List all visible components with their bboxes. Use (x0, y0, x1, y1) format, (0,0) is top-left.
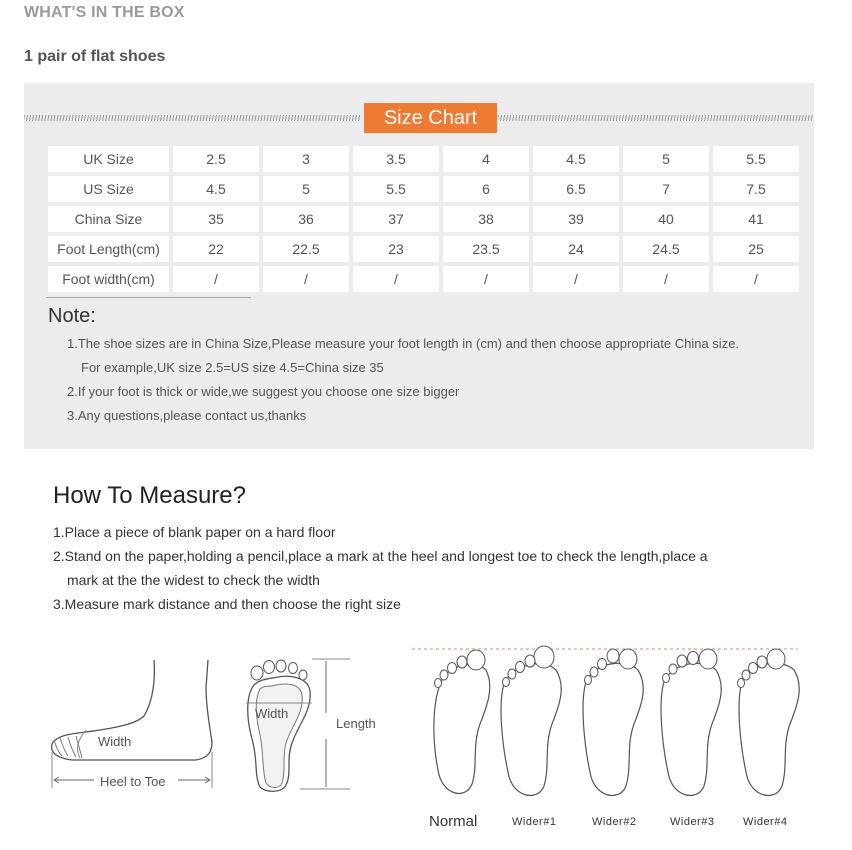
foot-wider-1 (501, 646, 561, 795)
side-foot-illustration (46, 658, 220, 793)
foot-type-label-wider-3: Wider#3 (670, 816, 715, 828)
note-line: For example,UK size 2.5=US size 4.5=China size 35 (81, 360, 384, 375)
size-row-label: Foot width(cm) (48, 266, 169, 292)
foot-wider-3 (661, 649, 721, 795)
size-row-label: Foot Length(cm) (48, 236, 169, 262)
size-table-row (48, 236, 799, 262)
size-cell: 25 (713, 236, 799, 262)
toe-4 (289, 663, 298, 674)
box-heading: WHAT'S IN THE BOX (24, 4, 185, 21)
box-content: 1 pair of flat shoes (24, 48, 166, 65)
note-line: 1.The shoe sizes are in China Size,Please measure your foot length in (cm) and then choose appropriate China size. (67, 336, 740, 351)
size-chart-panel (24, 83, 814, 449)
toe-1 (251, 666, 263, 680)
size-cell: 22.5 (263, 236, 349, 262)
size-cell: 5.5 (353, 176, 439, 202)
sole-illustration (240, 655, 350, 795)
size-cell: 4.5 (173, 176, 259, 202)
size-table-row (48, 176, 799, 202)
length-label: Length (336, 716, 376, 731)
foot-type-label-wider-2: Wider#2 (592, 816, 637, 828)
size-cell: 4.5 (533, 146, 619, 172)
size-cell: / (713, 266, 799, 292)
foot-type-label-normal: Normal (429, 813, 478, 830)
size-table-row (48, 206, 799, 232)
heel-to-toe-label: Heel to Toe (100, 774, 166, 789)
size-cell: 7 (623, 176, 709, 202)
size-cell: 2.5 (173, 146, 259, 172)
size-cell: 38 (443, 206, 529, 232)
size-cell: 41 (713, 206, 799, 232)
how-to-step: 2.Stand on the paper,holding a pencil,place a mark at the heel and longest toe to check the length,place a (53, 548, 708, 564)
foot-type-label-wider-1: Wider#1 (512, 816, 557, 828)
foot-outline (52, 660, 212, 760)
size-chart-title: Size Chart (364, 103, 497, 133)
size-row-label: US Size (48, 176, 169, 202)
dashed-rule-left (24, 115, 360, 121)
size-cell: 3.5 (353, 146, 439, 172)
size-cell: 6.5 (533, 176, 619, 202)
toe-3 (276, 660, 286, 672)
foot-width-types (410, 640, 800, 810)
size-cell: 6 (443, 176, 529, 202)
size-cell: 24 (533, 236, 619, 262)
size-cell: 22 (173, 236, 259, 262)
size-table-row (48, 146, 799, 172)
size-cell: 23.5 (443, 236, 529, 262)
how-to-measure-title: How To Measure? (53, 482, 246, 509)
size-cell: 5 (263, 176, 349, 202)
size-cell: / (353, 266, 439, 292)
note-line: 2.If your foot is thick or wide,we suggest you choose one size bigger (67, 384, 460, 399)
foot-wider-2 (583, 649, 643, 795)
size-cell: 4 (443, 146, 529, 172)
how-to-step: 3.Measure mark distance and then choose the right size (53, 596, 401, 612)
toe-2 (264, 661, 275, 674)
size-cell: 7.5 (713, 176, 799, 202)
size-cell: 36 (263, 206, 349, 232)
toe-5 (299, 670, 307, 680)
foot-wider-4 (738, 649, 800, 795)
size-cell: / (173, 266, 259, 292)
note-title: Note: (48, 305, 96, 327)
size-table (44, 142, 803, 296)
note-line: 3.Any questions,please contact us,thanks (67, 408, 307, 423)
foot-normal (434, 650, 490, 793)
size-cell: 37 (353, 206, 439, 232)
how-to-step: mark at the the widest to check the width (67, 572, 320, 588)
size-cell: 23 (353, 236, 439, 262)
size-cell: / (623, 266, 709, 292)
size-cell: 5.5 (713, 146, 799, 172)
size-table-row (48, 266, 799, 292)
size-cell: 5 (623, 146, 709, 172)
size-cell: 40 (623, 206, 709, 232)
size-cell: 35 (173, 206, 259, 232)
size-cell: 39 (533, 206, 619, 232)
size-cell: 3 (263, 146, 349, 172)
dashed-rule-right (498, 115, 814, 121)
size-cell: / (533, 266, 619, 292)
size-row-label: China Size (48, 206, 169, 232)
sole-width-label: Width (255, 706, 289, 721)
size-cell: / (263, 266, 349, 292)
size-row-label: UK Size (48, 146, 169, 172)
note-divider (46, 297, 251, 298)
how-to-step: 1.Place a piece of blank paper on a hard floor (53, 524, 336, 540)
width-guide (78, 730, 86, 758)
side-width-label: Width (98, 734, 132, 749)
foot-type-label-wider-4: Wider#4 (743, 816, 788, 828)
size-cell: / (443, 266, 529, 292)
size-cell: 24.5 (623, 236, 709, 262)
